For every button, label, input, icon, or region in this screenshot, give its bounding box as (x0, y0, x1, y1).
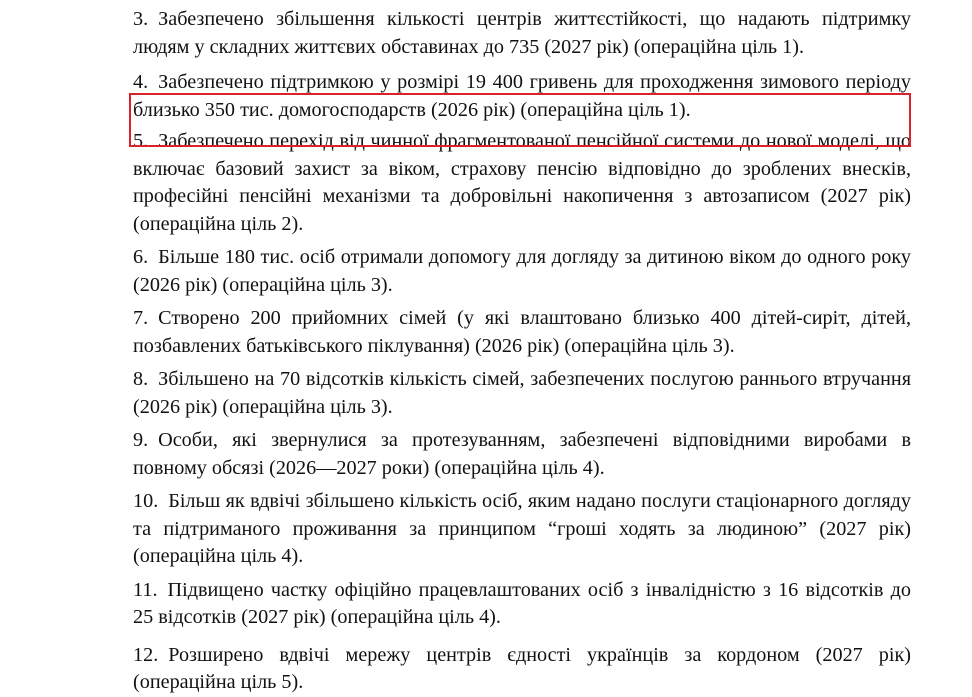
list-item-4 (133, 69, 911, 124)
list-item-12 (133, 642, 911, 697)
document-body (133, 6, 911, 697)
item-number: 5. (133, 130, 149, 152)
item-text: Забезпечено перехід від чинної фрагментованої пенсійної системи до нової моделі, що включає базовий захист за віком, страхову пенсію відповідно до зроблених внесків, професійні пенсійні механізми та добровільні накопичення з автозаписом (2027 рік) (операційна ціль 2). (133, 130, 911, 235)
item-number: 11. (133, 578, 158, 601)
list-item-11 (133, 577, 911, 632)
item-text: Підвищено частку офіційно працевлаштованих осіб з інвалідністю з 16 відсотків до 25 відсотків (2027 рік) (операційна ціль 4). (133, 578, 911, 628)
item-number: 8. (133, 368, 149, 390)
list-item-6 (133, 244, 911, 299)
item-text: Збільшено на 70 відсотків кількість сімей, забезпечених послугою раннього втручання (2026 рік) (операційна ціль 3). (133, 368, 911, 418)
list-item-3 (133, 6, 911, 61)
item-number: 9. (133, 429, 149, 451)
list-item-7 (133, 305, 911, 360)
list-item-5 (133, 128, 911, 238)
item-number: 3. (133, 8, 149, 30)
item-number: 7. (133, 307, 149, 329)
item-number: 10. (133, 490, 159, 512)
list-item-8 (133, 366, 911, 421)
item-text: Більш як вдвічі збільшено кількість осіб, яким надано послуги стаціонарного догляду та підтриманого проживання за принципом “гроші ходять за людиною” (2027 рік) (операційна ціль 4). (133, 490, 911, 567)
item-number: 4. (133, 71, 149, 93)
item-text: Особи, які звернулися за протезуванням, забезпечені відповідними виробами в повному обсязі (2026—2027 роки) (операційна ціль 4). (133, 429, 911, 479)
item-text: Більше 180 тис. осіб отримали допомогу для догляду за дитиною віком до одного року (2026 рік) (операційна ціль 3). (133, 246, 911, 296)
item-text: Забезпечено підтримкою у розмірі 19 400 гривень для проходження зимового періоду близько 350 тис. домогосподарств (2026 рік) (операційна ціль 1). (133, 71, 911, 121)
item-number: 6. (133, 246, 149, 268)
item-number: 12. (133, 643, 159, 666)
list-item-9 (133, 427, 911, 482)
list-item-10 (133, 488, 911, 571)
item-text: Розширено вдвічі мережу центрів єдності українців за кордоном (2027 рік) (операційна ціль 5). (133, 643, 911, 693)
item-text: Створено 200 прийомних сімей (у які влаштовано близько 400 дітей-сиріт, дітей, позбавлених батьківського піклування) (2026 рік) (операційна ціль 3). (133, 307, 911, 357)
item-text: Забезпечено збільшення кількості центрів життєстійкості, що надають підтримку людям у складних життєвих обставинах до 735 (2027 рік) (операційна ціль 1). (133, 8, 911, 58)
